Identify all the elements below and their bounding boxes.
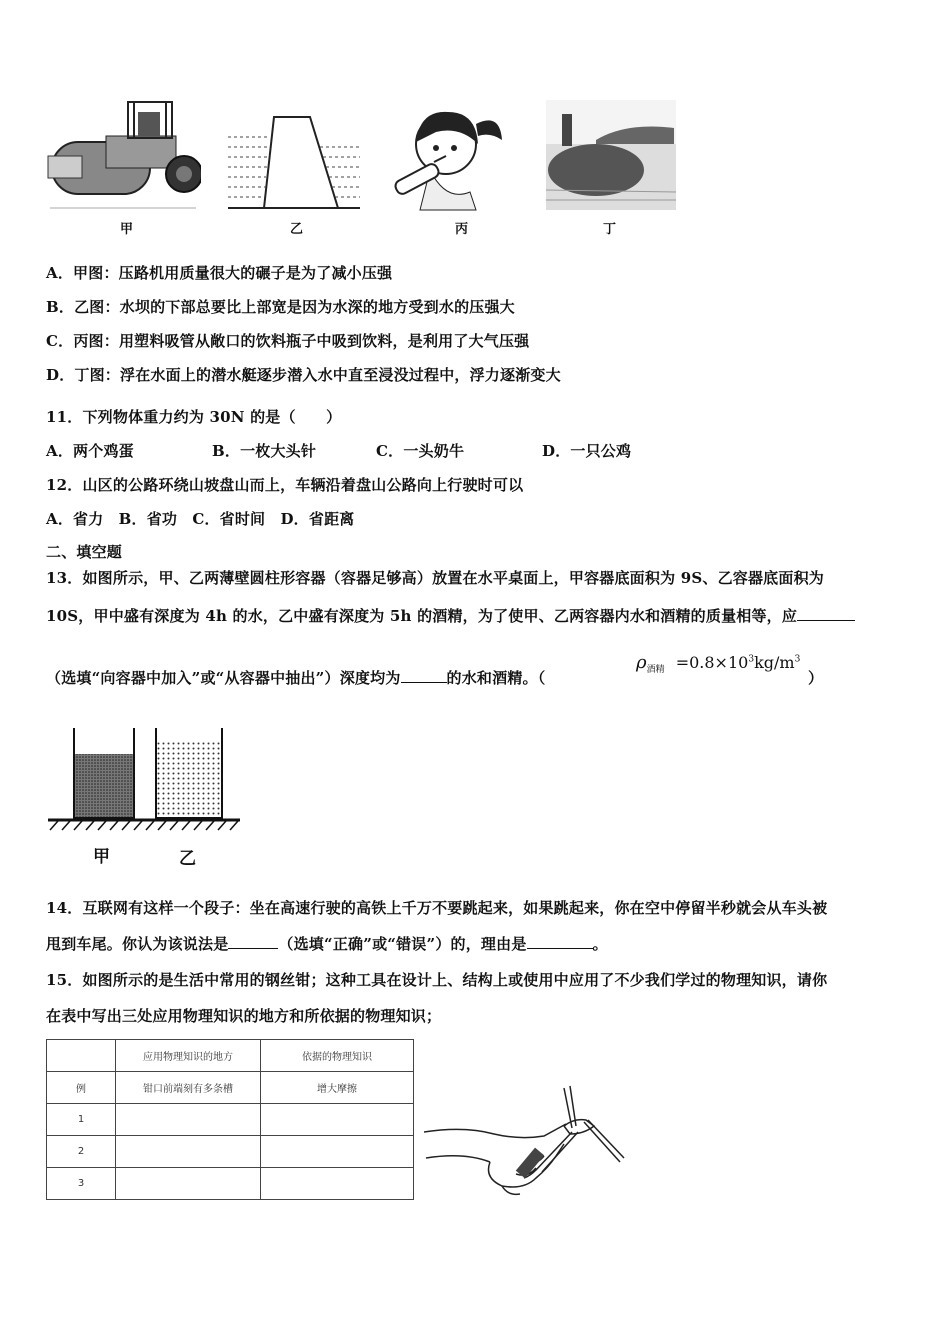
q13-line1: 13．如图所示，甲、乙两薄壁圆柱形容器（容器足够高）放置在水平桌面上，甲容器底面积为 9S、乙容器底面积为 xyxy=(46,569,824,587)
q13-blank-1[interactable] xyxy=(797,606,855,621)
table-cell: 3 xyxy=(47,1168,116,1200)
section-title-fill-blank: 二、填空题 xyxy=(46,543,123,561)
table-cell: 例 xyxy=(47,1072,116,1104)
q13-line3b: 的水和酒精。（ xyxy=(446,669,546,687)
q11-option-d: D．一只公鸡 xyxy=(542,442,632,460)
table-header-cell: 应用物理知识的地方 xyxy=(116,1040,261,1072)
table-cell[interactable] xyxy=(116,1136,261,1168)
table-row xyxy=(47,1104,414,1136)
q10-figure-girl-straw xyxy=(390,102,515,212)
q10-figure-dam xyxy=(226,115,362,210)
q15-line2: 在表中写出三处应用物理知识的地方和所依据的物理知识； xyxy=(46,1007,442,1025)
table-row xyxy=(47,1072,414,1104)
q11-option-a: A．两个鸡蛋 xyxy=(46,442,134,460)
q13-close-paren: ） xyxy=(808,669,824,687)
q10-label-jia: 甲 xyxy=(120,222,134,237)
table-cell[interactable] xyxy=(116,1104,261,1136)
q10-option-a: A．甲图：压路机用质量很大的碾子是为了减小压强 xyxy=(46,264,393,282)
q14-line2 xyxy=(46,933,608,954)
q14-blank-1[interactable] xyxy=(228,934,278,949)
q12-options: A．省力 B．省功 C．省时间 D．省距离 xyxy=(46,510,355,528)
q14-blank-2[interactable] xyxy=(527,934,593,949)
table-cell: 1 xyxy=(47,1104,116,1136)
table-cell: 2 xyxy=(47,1136,116,1168)
q13-label-yi: 乙 xyxy=(179,849,196,869)
q13-rho-value: =0.8×10 xyxy=(675,653,749,672)
table-row xyxy=(47,1136,414,1168)
table-cell: 增大摩擦 xyxy=(261,1072,414,1104)
q14-line2b: （选填“正确”或“错误”）的，理由是 xyxy=(278,935,527,953)
q10-figure-submarine xyxy=(546,100,676,210)
q14-line2c: 。 xyxy=(592,935,608,953)
q13-line3 xyxy=(46,667,545,688)
q13-rho-unit-exp: 3 xyxy=(794,654,801,665)
q13-line2-text: 10S，甲中盛有深度为 4h 的水，乙中盛有深度为 5h 的酒精，为了使甲、乙两容器内水和酒精的质量相等，应 xyxy=(46,607,798,625)
q13-label-jia: 甲 xyxy=(93,847,110,867)
q13-blank-2[interactable] xyxy=(401,668,447,683)
q13-line3a: （选填“向容器中加入”或“从容器中抽出”）深度均为 xyxy=(46,669,401,687)
table-header-cell: 依据的物理知识 xyxy=(261,1040,414,1072)
q10-label-bing: 丙 xyxy=(455,222,469,237)
q10-label-yi: 乙 xyxy=(290,222,304,237)
table-header-row xyxy=(47,1040,414,1072)
q13-rho-exp: 3 xyxy=(748,654,755,665)
q10-label-ding: 丁 xyxy=(603,222,617,237)
q11-option-c: C．一头奶牛 xyxy=(376,442,465,460)
q13-line2 xyxy=(46,605,855,626)
q14-line1: 14．互联网有这样一个段子：坐在高速行驶的高铁上千万不要跳起来，如果跳起来，你在空中停留半秒就会从车头被 xyxy=(46,899,828,917)
q10-option-c: C．丙图：用塑料吸管从敞口的饮料瓶子中吸到饮料，是利用了大气压强 xyxy=(46,332,530,350)
q10-option-d: D．丁图：浮在水面上的潜水艇逐步潜入水中直至浸没过程中，浮力逐渐变大 xyxy=(46,366,561,384)
table-cell[interactable] xyxy=(261,1168,414,1200)
q10-figure-roller xyxy=(46,98,201,216)
table-cell[interactable] xyxy=(116,1168,261,1200)
table-cell[interactable] xyxy=(261,1136,414,1168)
q15-table xyxy=(46,1039,414,1200)
q13-rho-sub: 酒精 xyxy=(646,665,665,676)
q14-line2a: 甩到车尾。你认为该说法是 xyxy=(46,935,229,953)
q15-pliers-figure xyxy=(424,1082,628,1200)
table-row xyxy=(47,1168,414,1200)
table-cell: 钳口前端刻有多条槽 xyxy=(116,1072,261,1104)
q11-option-b: B．一枚大头针 xyxy=(212,442,317,460)
q13-rho-unit: kg/m xyxy=(754,653,795,672)
q10-option-b: B．乙图：水坝的下部总要比上部宽是因为水深的地方受到水的压强大 xyxy=(46,298,515,316)
q13-containers-figure xyxy=(46,726,242,834)
q13-density-formula xyxy=(636,652,800,675)
q13-rho-symbol: ρ xyxy=(636,652,647,673)
q12-stem: 12．山区的公路环绕山坡盘山而上，车辆沿着盘山公路向上行驶时可以 xyxy=(46,476,524,494)
q11-stem: 11．下列物体重力约为 30N 的是（ ） xyxy=(46,408,342,426)
table-cell[interactable] xyxy=(261,1104,414,1136)
q15-line1: 15．如图所示的是生活中常用的钢丝钳；这种工具在设计上、结构上或使用中应用了不少我们学过的物理知识，请你 xyxy=(46,971,828,989)
table-header-cell xyxy=(47,1040,116,1072)
